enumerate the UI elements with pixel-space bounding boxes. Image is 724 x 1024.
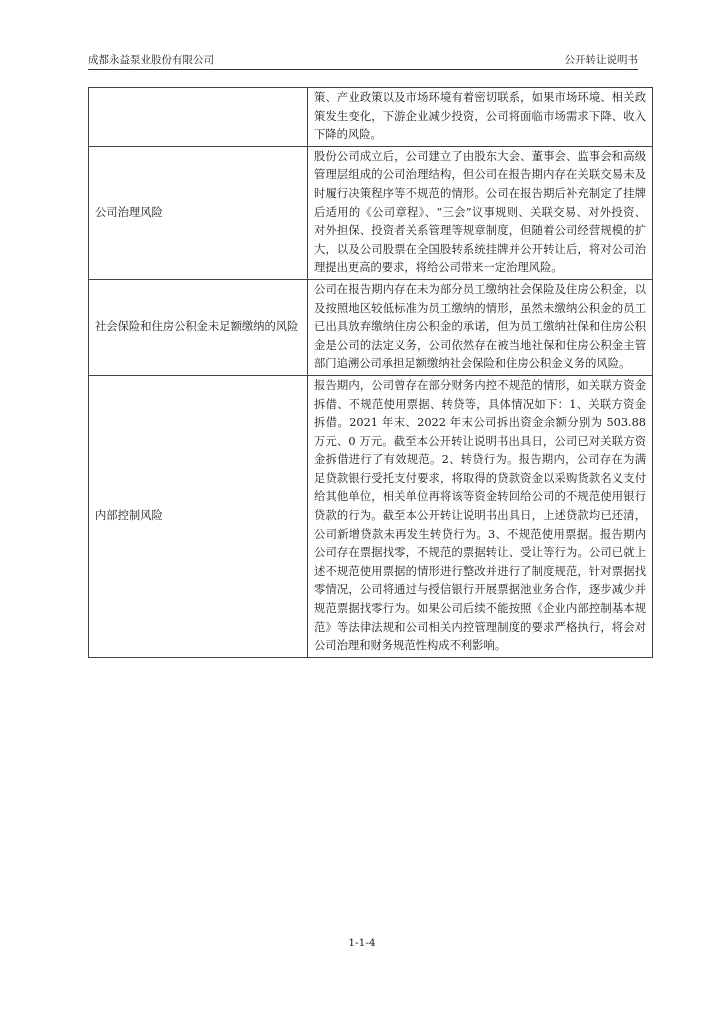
risk-description-cell: 公司在报告期内存在未为部分员工缴纳社会保险及住房公积金，以及按照地区较低标准为员工缴纳的情形，虽然未缴纳公积金的员工已出具放弃缴纳住房公积金的承诺，但为员工缴纳社保和住房公积金是公司的法定义务，公司依然存在被当地社保和住房公积金主管部门追溯公司承担足额缴纳社会保险和住房公积金义务的风险。 bbox=[308, 279, 653, 375]
header-document-title: 公开转让说明书 bbox=[564, 54, 638, 66]
table-row bbox=[89, 88, 653, 147]
table-row bbox=[89, 375, 653, 657]
risk-description-cell: 策、产业政策以及市场环境有着密切联系，如果市场环境、相关政策发生变化，下游企业减少投资，公司将面临市场需求下降、收入下降的风险。 bbox=[308, 88, 653, 147]
table-row bbox=[89, 146, 653, 279]
risk-name-cell bbox=[89, 88, 308, 147]
page-header bbox=[88, 52, 638, 68]
page-number: 1-1-4 bbox=[348, 937, 376, 949]
risk-description-cell: 股份公司成立后，公司建立了由股东大会、董事会、监事会和高级管理层组成的公司治理结构，但公司在报告期内存在关联交易未及时履行决策程序等不规范的情形。公司在报告期后补充制定了挂牌后适用的《公司章程》、“三会”议事规则、关联交易、对外投资、对外担保、投资者关系管理等规章制度，但随着公司经营规模的扩大，以及公司股票在全国股转系统挂牌并公开转让后，将对公司治理提出更高的要求，将给公司带来一定治理风险。 bbox=[308, 146, 653, 279]
risk-name-cell: 内部控制风险 bbox=[89, 375, 308, 657]
table-row bbox=[89, 279, 653, 375]
header-company-name: 成都永益泵业股份有限公司 bbox=[88, 54, 214, 66]
risk-description-cell: 报告期内，公司曾存在部分财务内控不规范的情形，如关联方资金拆借、不规范使用票据、转贷等，具体情况如下：1、关联方资金拆借。2021 年末、2022 年末公司拆出资金余额分别为 503.88 万元、0 万元。截至本公开转让说明书出具日，公司已对关联方资金拆借进行了有效规范。2、转贷行为。报告期内，公司存在为满足贷款银行受托支付要求，将取得的贷款资金以采购货款名义支付给其他单位，相关单位再将该等资金转回给公司的不规范使用银行贷款的行为。截至本公开转让说明书出具日，上述贷款均已还清，公司新增贷款未再发生转贷行为。3、不规范使用票据。报告期内公司存在票据找零，不规范的票据转让、受让等行为。公司已就上述不规范使用票据的情形进行整改并进行了制度规范，针对票据找零情况，公司将通过与授信银行开展票据池业务合作，逐步减少并规范票据找零行为。如果公司后续不能按照《企业内部控制基本规范》等法律法规和公司相关内控管理制度的要求严格执行，将会对公司治理和财务规范性构成不利影响。 bbox=[308, 375, 653, 657]
header-divider bbox=[88, 69, 638, 70]
risk-factors-table bbox=[88, 87, 653, 658]
risk-name-cell: 公司治理风险 bbox=[89, 146, 308, 279]
risk-name-cell: 社会保险和住房公积金未足额缴纳的风险 bbox=[89, 279, 308, 375]
